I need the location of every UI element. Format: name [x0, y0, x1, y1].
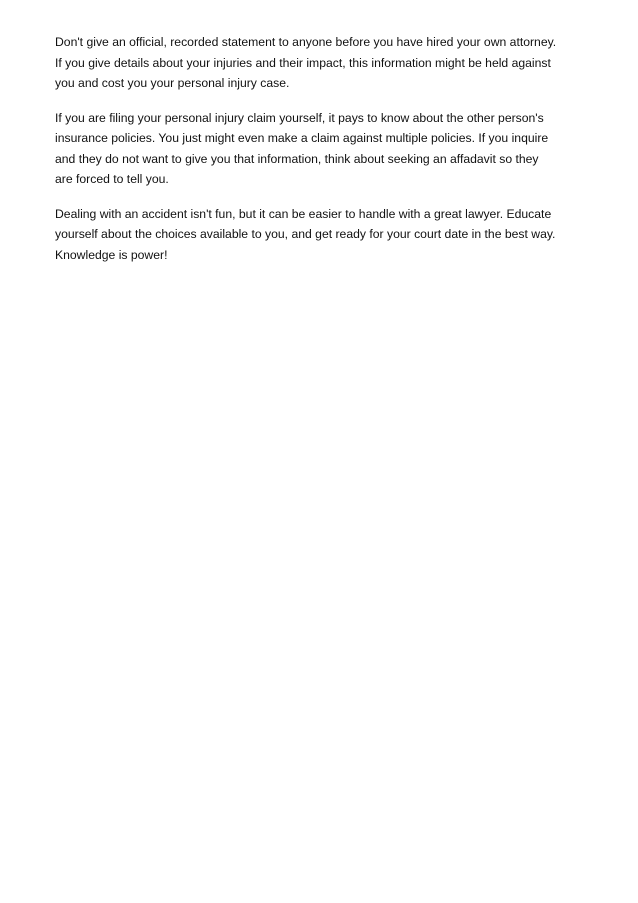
- paragraph-recorded-statement: Don't give an official, recorded statement to anyone before you have hired your own attorney. If you give details about your injuries and their impact, this information might be held against you and cost you your personal injury case.: [55, 35, 557, 90]
- paragraph-knowledge-is-power: Dealing with an accident isn't fun, but it can be easier to handle with a great lawyer. Educate yourself about the choices available to you, and get ready for your court date in the best way. Knowledge is power!: [55, 206, 556, 262]
- paragraph-insurance-policies: If you are filing your personal injury claim yourself, it pays to know about the other person's insurance policies. You just might even make a claim against multiple policies. If you inquire and they do not want to give you that information, think about seeking an affadavit so they are forced to tell you.: [55, 110, 549, 186]
- document-body: [55, 32, 595, 279]
